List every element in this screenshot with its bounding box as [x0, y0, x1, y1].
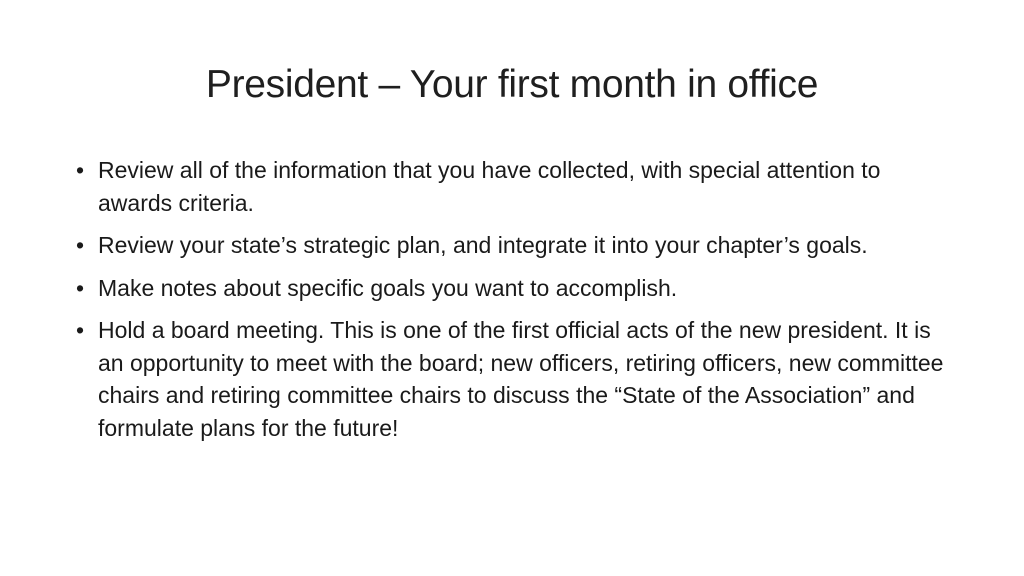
- bullet-item-3: [76, 272, 956, 305]
- bullet-text-3: Make notes about specific goals you want to accomplish.: [98, 274, 678, 301]
- bullet-dot-icon: •: [76, 232, 85, 258]
- bullet-text-4: Hold a board meeting. This is one of the first official acts of the new president. It is an opportunity to meet with the board; new officers, retiring officers, new committee chairs and retiring committee chairs to discuss the “State of the Association” and formulate plans for the future!: [98, 317, 944, 441]
- bullet-item-1: [76, 154, 956, 219]
- bullet-text-1: Review all of the information that you have collected, with special attention to awards criteria.: [98, 157, 881, 216]
- bullet-text-2: Review your state’s strategic plan, and integrate it into your chapter’s goals.: [98, 232, 868, 258]
- slide-title: President – Your first month in office: [205, 63, 819, 106]
- bullet-list: [76, 154, 956, 454]
- bullet-dot-icon: •: [76, 274, 85, 301]
- bullet-dot-icon: •: [76, 317, 85, 343]
- bullet-item-4: [76, 314, 956, 444]
- bullet-item-2: [76, 229, 956, 262]
- bullet-dot-icon: •: [76, 157, 85, 183]
